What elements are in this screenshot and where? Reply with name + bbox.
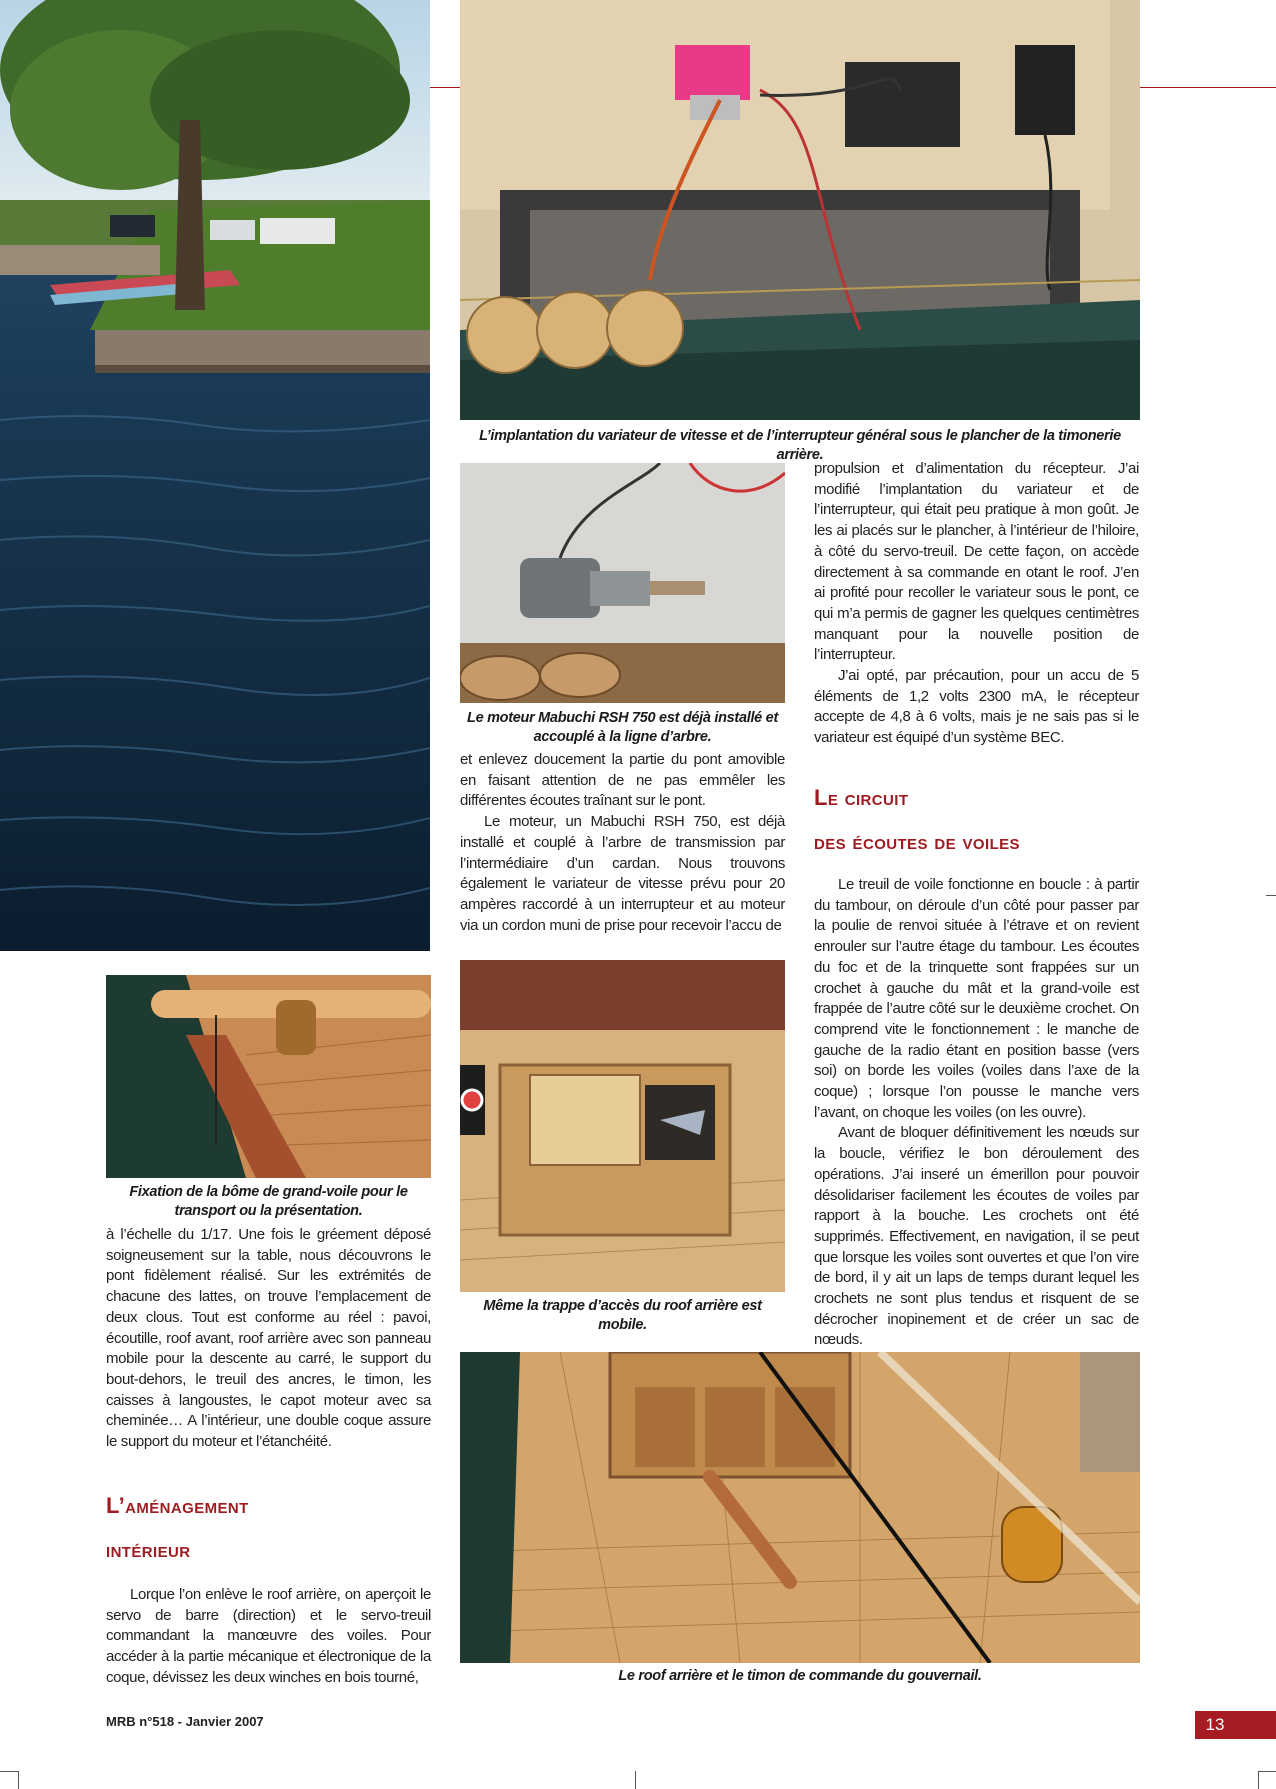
crop-mark [1266,895,1276,896]
crop-mark [635,1771,636,1789]
caption-boom: Fixation de la bôme de grand-voile pour le transport ou la présentation. [129,1184,408,1219]
text-right-top [814,459,1139,749]
text-right-bottom [814,875,1139,1351]
paragraph: et enlevez doucement la partie du pont amovible en faisant attention de ne pas emmêler les différentes écoutes traînant sur le pont. [460,751,785,810]
paragraph: J’ai opté, par précaution, pour un accu de 5 éléments de 1,2 volts 2300 mA, le récepteur accepte de 4,8 à 6 volts, mais je ne sais pas si le variateur est équipé d’un système BEC. [814,667,1139,747]
page-number: 13 [1205,1715,1225,1734]
tiller-photo [460,1352,1140,1663]
crop-mark [1258,1771,1276,1772]
text-middle-top [460,750,785,936]
footer-issue: MRB n°518 - Janvier 2007 [106,1714,264,1729]
paragraph: à l’échelle du 1/17. Une fois le gréement déposé soigneusement sur la table, nous découvrons le pont fidèlement réalisé. Sur les extrémités de chacune des lattes, on trouve l’emplacement de deux clous. Tout est conforme au réel : pavoi, écoutille, roof avant, roof arrière avec son panneau mobile pour la descente au carré, le support du bout-dehors, le treuil des ancres, le timon, les caisses à langoustes, le capot moteur avec sa cheminée… A l’intérieur, une double coque assure le support du moteur et l’étanchéité. [106,1226,431,1451]
text-left-top [106,1225,431,1453]
caption-top: L’implantation du variateur de vitesse et de l’interrupteur général sous le plancher de la timonerie arrière. [479,428,1121,463]
motor-photo [460,463,785,703]
top-right-rule [1140,87,1276,88]
caption-bottom: Le roof arrière et le timon de commande du gouvernail. [618,1668,982,1684]
variator-photo [460,0,1140,420]
heading-line: L’aménagement [106,1493,249,1518]
paragraph: Le moteur, un Mabuchi RSH 750, est déjà installé et couplé à l’arbre de transmission par l’intermédiaire d’un cardan. Nous trouvons également le variateur de vitesse prévu pour 20 ampères raccordé à un interrupteur et au moteur via un cordon muni de prise pour recevoir l’accu de [460,813,785,934]
caption-motor: Le moteur Mabuchi RSH 750 est déjà installé et accouplé à la ligne d’arbre. [467,710,778,745]
paragraph: Avant de bloquer définitivement les nœuds sur la boucle, vérifiez le bon déroulement des opérations. J’ai inseré un émerillon pour pouvoir désolidariser facilement les écoutes de voiles par rapport à la bouche. Les crochets ont été supprimés. Effectivement, en navigation, il se peut que lorsque les voiles sont ouvertes et que l’on vire de bord, il y ait un laps de temps durant lequel les crochets ne sont plus tendus et risquent de se décrocher inopinement et de créer un sac de nœuds. [814,1124,1139,1349]
crop-mark [0,1771,18,1772]
caption-hatch: Même la trappe d’accès du roof arrière est mobile. [483,1298,762,1333]
boom-photo [106,975,431,1178]
heading-circuit [814,776,1144,864]
paragraph: propulsion et d’alimentation du récepteur. J’ai modifié l’implantation du variateur et de l’interrupteur, qui était peu pratique à mon goût. Je les ai placés sur le plancher, à l’intérieur de l’hiloire, à côté du servo-treuil. De cette façon, on accède directement à sa commande en otant le roof. J’en ai profité pour recoller le variateur sous le pont, ce qui m’a permis de gagner les quelques centimètres manquant pour la nouvelle position de l’interrupteur. [814,460,1139,664]
paragraph: Lorque l’on enlève le roof arrière, on aperçoit le servo de barre (direction) et le servo-treuil commandant la manœuvre des voiles. Pour accéder à la partie mécanique et électronique de la coque, dévissez les deux winches en bois tourné, [106,1586,431,1686]
heading-amenagement [106,1484,436,1572]
top-left-rule [430,87,460,88]
heading-line: des écoutes de voiles [814,829,1020,854]
crop-mark [1258,1771,1259,1789]
text-left-bottom [106,1585,431,1689]
page-number-tab [1195,1711,1276,1739]
crop-mark [18,1771,19,1789]
paragraph: Le treuil de voile fonctionne en boucle : à partir du tambour, on déroule d’un côté pour passer par la poulie de renvoi située à l’étrave et on revient enrouler sur l’autre étage du tambour. Les écoutes du foc et de la trinquette sont frappées sur un crochet à gauche du mât et la grand-voile est frappée de l’autre côté sur le deuxième crochet. On comprend vite le fonctionnement : le manche de gauche de la radio étant en position basse (vers soi) on borde les voiles (voiles dans l’axe de la coque) ; lorsque l’on pousse le manche vers l’avant, on choque les voiles (on les ouvre). [814,876,1139,1121]
lake-photo [0,0,430,951]
heading-line: intérieur [106,1537,191,1562]
hatch-photo [460,960,785,1292]
heading-line: Le circuit [814,785,909,810]
